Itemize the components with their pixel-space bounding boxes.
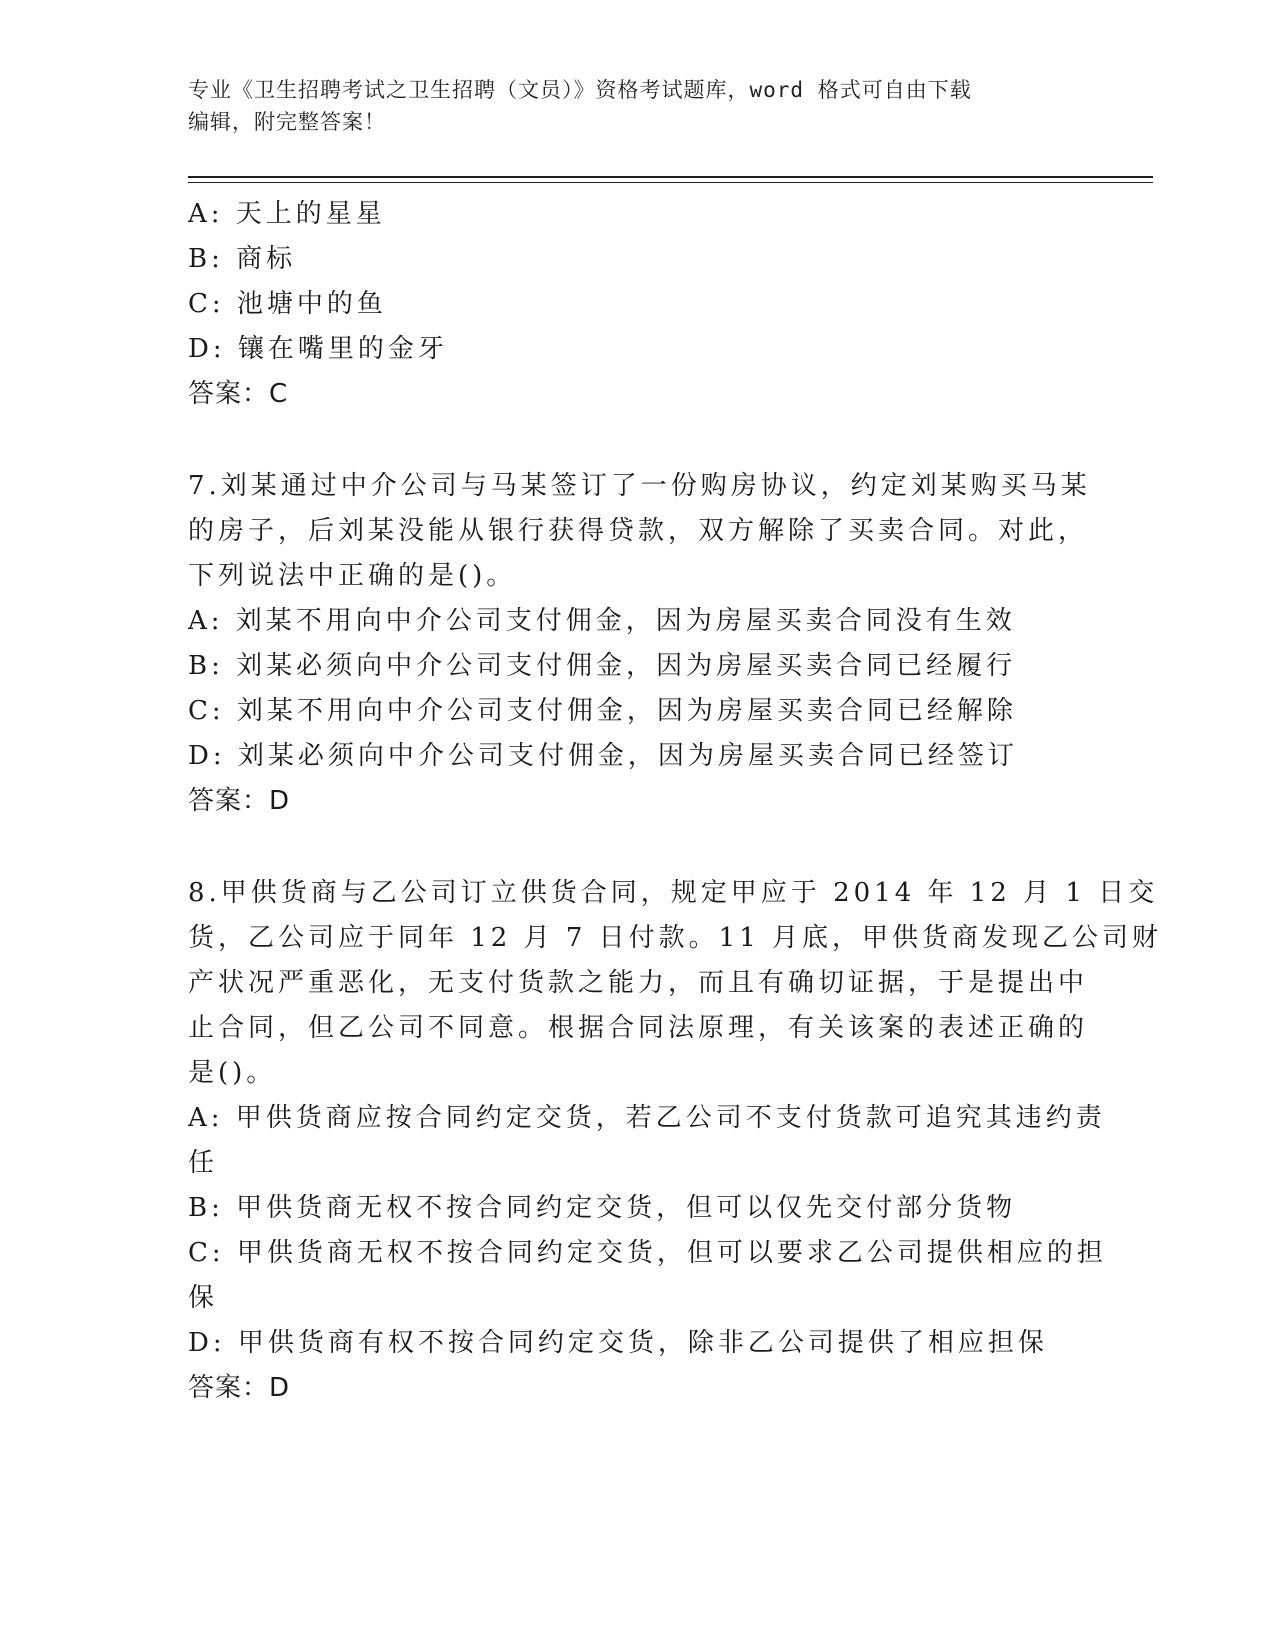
question-6 xyxy=(188,192,1088,417)
option-a: A: 刘某不用向中介公司支付佣金，因为房屋买卖合同没有生效 xyxy=(188,606,1016,636)
question-stem-line: 货，乙公司应于同年 12 月 7 日付款。11 月底，甲供货商发现乙公司财 xyxy=(188,923,1163,953)
question-stem-line: 的房子，后刘某没能从银行获得贷款，双方解除了买卖合同。对此， xyxy=(188,516,1089,546)
option-b: B: 商标 xyxy=(188,244,297,274)
spacer xyxy=(188,824,1088,871)
option-a: A: 甲供货商应按合同约定交货，若乙公司不支付货款可追究其违约责 xyxy=(188,1103,1106,1133)
option-c: C: 池塘中的鱼 xyxy=(188,289,387,319)
option-b: B: 刘某必须向中介公司支付佣金，因为房屋买卖合同已经履行 xyxy=(188,651,1017,681)
document-header xyxy=(188,74,1088,138)
spacer xyxy=(188,417,1088,464)
option-c: C: 刘某不用向中介公司支付佣金，因为房屋买卖合同已经解除 xyxy=(188,696,1017,726)
option-c: C: 甲供货商无权不按合同约定交货，但可以要求乙公司提供相应的担 xyxy=(188,1238,1107,1268)
option-a-continued: 任 xyxy=(188,1148,219,1178)
question-stem-line: 止合同，但乙公司不同意。根据合同法原理，有关该案的表述正确的 xyxy=(188,1013,1089,1043)
option-d: D: 甲供货商有权不按合同约定交货，除非乙公司提供了相应担保 xyxy=(188,1328,1048,1358)
question-stem-line: 7.刘某通过中介公司与马某签订了一份购房协议，约定刘某购买马某 xyxy=(188,471,1091,501)
header-line-1: 专业《卫生招聘考试之卫生招聘（文员）》资格考试题库，word 格式可自由下载 xyxy=(188,78,972,102)
option-d: D: 刘某必须向中介公司支付佣金，因为房屋买卖合同已经签订 xyxy=(188,741,1018,771)
question-stem-line: 产状况严重恶化，无支付货款之能力，而且有确切证据，于是提出中 xyxy=(188,968,1089,998)
question-stem-line: 是()。 xyxy=(188,1058,277,1088)
option-a: A: 天上的星星 xyxy=(188,199,386,229)
option-d: D: 镶在嘴里的金牙 xyxy=(188,334,448,364)
question-stem-line: 8.甲供货商与乙公司订立供货合同，规定甲应于 2014 年 12 月 1 日交 xyxy=(188,878,1159,908)
answer: 答案：D xyxy=(188,1373,291,1403)
question-7 xyxy=(188,464,1091,824)
header-rule-thin xyxy=(188,182,1153,183)
question-8 xyxy=(188,871,1163,1411)
document-body xyxy=(188,192,1163,1411)
header-rule-thick xyxy=(188,176,1153,178)
header-line-2: 编辑，附完整答案！ xyxy=(188,110,386,134)
question-stem-line: 下列说法中正确的是()。 xyxy=(188,561,517,591)
answer: 答案：C xyxy=(188,379,289,409)
option-b: B: 甲供货商无权不按合同约定交货，但可以仅先交付部分货物 xyxy=(188,1193,1017,1223)
answer: 答案：D xyxy=(188,786,291,816)
option-c-continued: 保 xyxy=(188,1283,219,1313)
